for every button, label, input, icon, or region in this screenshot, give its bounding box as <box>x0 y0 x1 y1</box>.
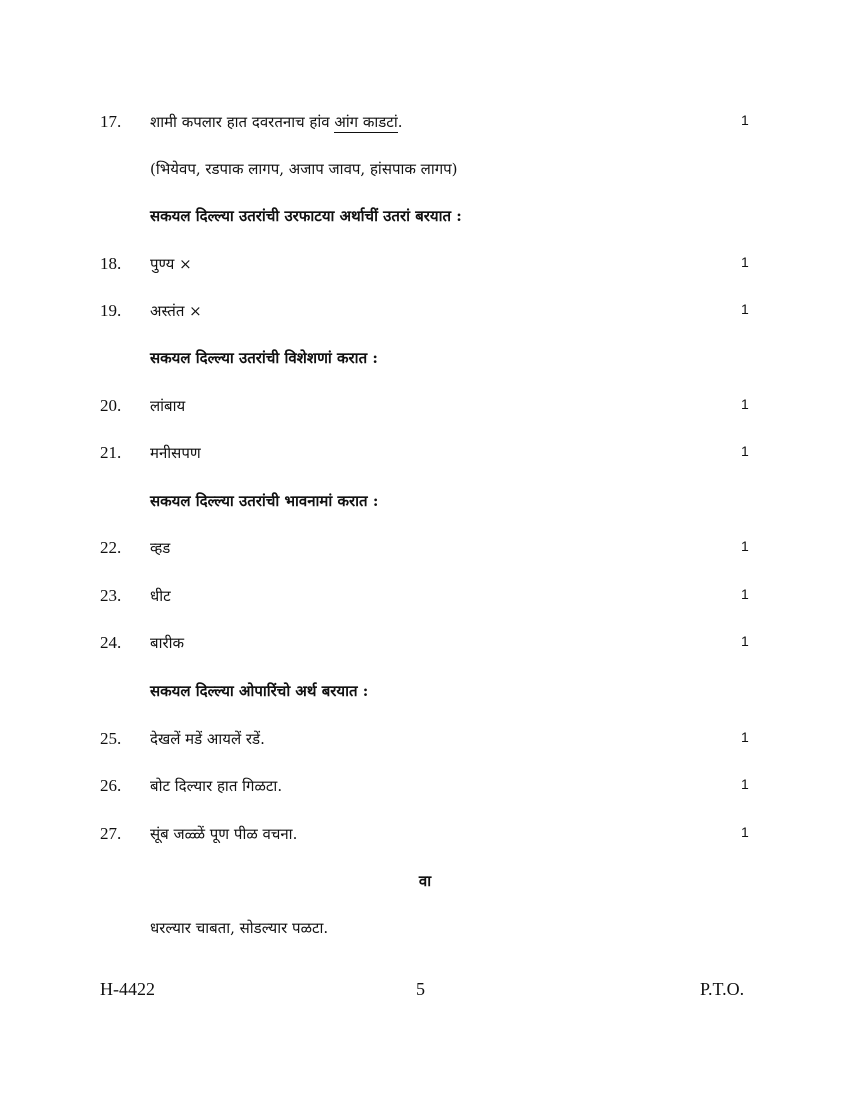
section-heading-proverbs <box>0 681 850 707</box>
question-number: 18. <box>100 254 122 273</box>
marks: 1 <box>741 776 749 792</box>
marks: 1 <box>741 112 749 128</box>
section-heading: सकयल दिल्ल्या उतरांची उरफाटया अर्थाचीं उतरां बरयात : <box>150 207 462 225</box>
marks: 1 <box>741 824 749 840</box>
question-text: व्हड <box>150 539 171 557</box>
question-text: धीट <box>150 587 171 605</box>
question-19 <box>0 301 850 327</box>
section-heading-abstract-nouns <box>0 491 850 517</box>
underlined-phrase: आंग काडटां <box>334 113 398 131</box>
question-22 <box>0 538 850 564</box>
question-text: लांबाय <box>150 397 186 415</box>
question-18 <box>0 254 850 280</box>
question-text: सूंब जळ्ळें पूण पीळ वचना. <box>150 825 298 843</box>
question-text-end: . <box>397 113 403 131</box>
question-text-start: शामी कपलार हात दवरतनाच हांव <box>150 113 335 131</box>
alternative-proverb <box>0 918 850 944</box>
section-heading-antonyms <box>0 206 850 232</box>
question-17 <box>0 112 850 138</box>
marks: 1 <box>741 396 749 412</box>
question-24 <box>0 633 850 659</box>
section-heading: सकयल दिल्ल्या उतरांची विशेशणां करात : <box>150 349 378 367</box>
marks: 1 <box>741 301 749 317</box>
marks: 1 <box>741 586 749 602</box>
question-23 <box>0 586 850 612</box>
question-25 <box>0 729 850 755</box>
question-text: देखलें मडें आयलें रडें. <box>150 730 265 748</box>
pto-label: P.T.O. <box>700 979 745 999</box>
question-number: 17. <box>100 112 122 131</box>
question-number: 19. <box>100 301 122 320</box>
question-text <box>150 112 403 132</box>
paper-code: H-4422 <box>100 979 155 999</box>
options-text: (भियेवप, रडपाक लागप, अजाप जावप, हांसपाक लागप) <box>150 160 458 178</box>
marks: 1 <box>741 729 749 745</box>
question-text: पुण्य × <box>150 255 192 273</box>
question-27 <box>0 824 850 850</box>
question-number: 21. <box>100 443 122 462</box>
marks: 1 <box>741 538 749 554</box>
question-number: 25. <box>100 729 122 748</box>
question-number: 20. <box>100 396 122 415</box>
section-heading: सकयल दिल्ल्या ओपारिंचो अर्थ बरयात : <box>150 682 369 700</box>
question-text: मनीसपण <box>150 444 201 462</box>
page-number: 5 <box>416 979 425 999</box>
question-number: 26. <box>100 776 122 795</box>
marks: 1 <box>741 633 749 649</box>
question-17-options <box>0 159 850 185</box>
question-text: बोट दिल्यार हात गिळटा. <box>150 777 283 795</box>
marks: 1 <box>741 443 749 459</box>
or-label: वा <box>418 872 432 890</box>
question-number: 27. <box>100 824 122 843</box>
question-26 <box>0 776 850 802</box>
question-text: बारीक <box>150 634 184 652</box>
section-heading-adjectives <box>0 348 850 374</box>
question-number: 22. <box>100 538 122 557</box>
question-text: अस्तंत × <box>150 302 202 320</box>
question-number: 23. <box>100 586 122 605</box>
question-text: धरल्यार चाबता, सोडल्यार पळटा. <box>150 919 329 937</box>
marks: 1 <box>741 254 749 270</box>
section-heading: सकयल दिल्ल्या उतरांची भावनामां करात : <box>150 492 379 510</box>
question-20 <box>0 396 850 422</box>
question-21 <box>0 443 850 469</box>
question-number: 24. <box>100 633 122 652</box>
